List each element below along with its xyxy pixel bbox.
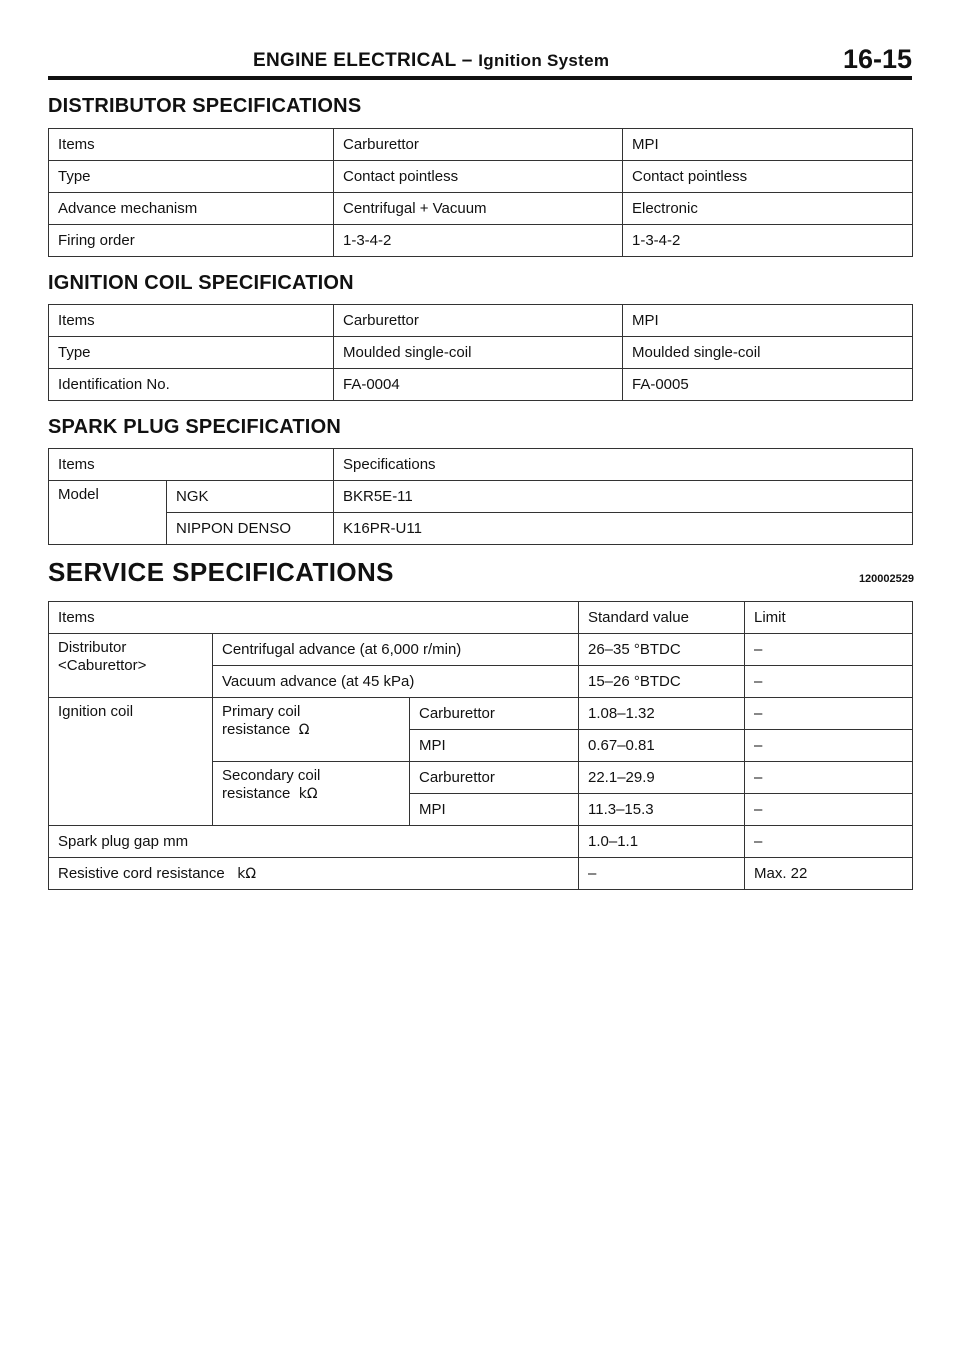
table-cell: MPI	[410, 794, 579, 826]
table-cell: 1-3-4-2	[623, 225, 913, 257]
table-row	[49, 449, 913, 481]
table-cell: –	[745, 666, 913, 698]
table-cell: FA-0005	[623, 369, 913, 401]
service-spec-table	[48, 601, 913, 890]
table-cell: FA-0004	[334, 369, 623, 401]
table-cell: NIPPON DENSO	[167, 513, 334, 545]
table-row	[49, 225, 913, 257]
table-cell: Type	[49, 161, 334, 193]
table-cell: –	[745, 794, 913, 826]
table-cell: Type	[49, 337, 334, 369]
table-cell: 22.1–29.9	[579, 762, 745, 794]
table-cell: –	[745, 730, 913, 762]
secondary-resistance-label: resistance	[222, 785, 291, 802]
table-row	[49, 513, 913, 545]
table-cell: Spark plug gap mm	[49, 826, 579, 858]
table-cell: Carburettor	[410, 698, 579, 730]
table-row	[49, 602, 913, 634]
cord-unit: kΩ	[237, 866, 257, 882]
table-cell: Electronic	[623, 193, 913, 225]
table-cell: Limit	[745, 602, 913, 634]
table-row	[49, 698, 913, 730]
table-cell: MPI	[623, 305, 913, 337]
table-cell: Standard value	[579, 602, 745, 634]
title-sub: Ignition System	[478, 51, 610, 70]
table-cell: BKR5E-11	[334, 481, 913, 513]
table-cell: Items	[49, 129, 334, 161]
table-cell: Moulded single-coil	[623, 337, 913, 369]
service-spec-heading: SERVICE SPECIFICATIONS	[48, 557, 394, 587]
table-cell: 1.08–1.32	[579, 698, 745, 730]
table-cell: Carburettor	[334, 129, 623, 161]
table-row	[49, 161, 913, 193]
table-cell: 26–35 °BTDC	[579, 634, 745, 666]
table-cell: Contact pointless	[334, 161, 623, 193]
ignition-coil-spec-table	[48, 304, 913, 401]
primary-unit: Ω	[298, 722, 310, 738]
table-row	[49, 634, 913, 666]
table-cell: Max. 22	[745, 858, 913, 890]
table-cell: 0.67–0.81	[579, 730, 745, 762]
table-cell: Identification No.	[49, 369, 334, 401]
table-cell: –	[579, 858, 745, 890]
table-cell: MPI	[623, 129, 913, 161]
table-cell: –	[745, 634, 913, 666]
title-main: ENGINE ELECTRICAL –	[253, 50, 479, 71]
spark-plug-spec-heading: SPARK PLUG SPECIFICATION	[48, 416, 341, 438]
table-row	[49, 369, 913, 401]
table-cell: 15–26 °BTDC	[579, 666, 745, 698]
page-number: 16-15	[842, 44, 912, 74]
distributor-spec-heading: DISTRIBUTOR SPECIFICATIONS	[48, 95, 362, 117]
table-cell: Ignition coil	[49, 698, 213, 826]
table-cell: Model	[49, 481, 167, 545]
primary-coil-label: Primary coil	[222, 703, 301, 720]
table-row	[49, 858, 913, 890]
secondary-coil-label: Secondary coil	[222, 767, 321, 784]
table-cell: Items	[49, 305, 334, 337]
table-cell: Specifications	[334, 449, 913, 481]
table-cell: Contact pointless	[623, 161, 913, 193]
table-row	[49, 129, 913, 161]
table-cell: –	[745, 698, 913, 730]
table-cell: Centrifugal advance (at 6,000 r/min)	[213, 634, 579, 666]
page-header	[48, 44, 912, 80]
table-cell: 11.3–15.3	[579, 794, 745, 826]
cord-label: Resistive cord resistance	[58, 865, 225, 882]
section-title	[253, 50, 609, 72]
table-cell: 1-3-4-2	[334, 225, 623, 257]
table-cell: 1.0–1.1	[579, 826, 745, 858]
table-row	[49, 481, 913, 513]
table-cell: Advance mechanism	[49, 193, 334, 225]
table-row	[49, 826, 913, 858]
table-cell	[49, 634, 213, 698]
table-cell	[49, 858, 579, 890]
table-cell: –	[745, 826, 913, 858]
distributor-spec-table	[48, 128, 913, 257]
distributor-sublabel: <Caburettor>	[58, 657, 147, 674]
secondary-unit: kΩ	[298, 786, 318, 802]
table-cell: Items	[49, 602, 579, 634]
table-cell: Carburettor	[410, 762, 579, 794]
table-row	[49, 337, 913, 369]
ignition-coil-spec-heading: IGNITION COIL SPECIFICATION	[48, 272, 354, 294]
table-cell: Centrifugal + Vacuum	[334, 193, 623, 225]
table-row	[49, 193, 913, 225]
table-cell: Firing order	[49, 225, 334, 257]
table-cell: Items	[49, 449, 334, 481]
distributor-label: Distributor	[58, 639, 127, 656]
table-cell: Vacuum advance (at 45 kPa)	[213, 666, 579, 698]
table-cell: MPI	[410, 730, 579, 762]
table-cell: Moulded single-coil	[334, 337, 623, 369]
table-cell: Carburettor	[334, 305, 623, 337]
document-code: 120002529	[858, 573, 914, 585]
table-cell: NGK	[167, 481, 334, 513]
table-cell	[213, 762, 410, 826]
primary-resistance-label: resistance	[222, 721, 291, 738]
table-cell: K16PR-U11	[334, 513, 913, 545]
table-cell	[213, 698, 410, 762]
spark-plug-spec-table	[48, 448, 913, 545]
table-cell: –	[745, 762, 913, 794]
table-row	[49, 305, 913, 337]
